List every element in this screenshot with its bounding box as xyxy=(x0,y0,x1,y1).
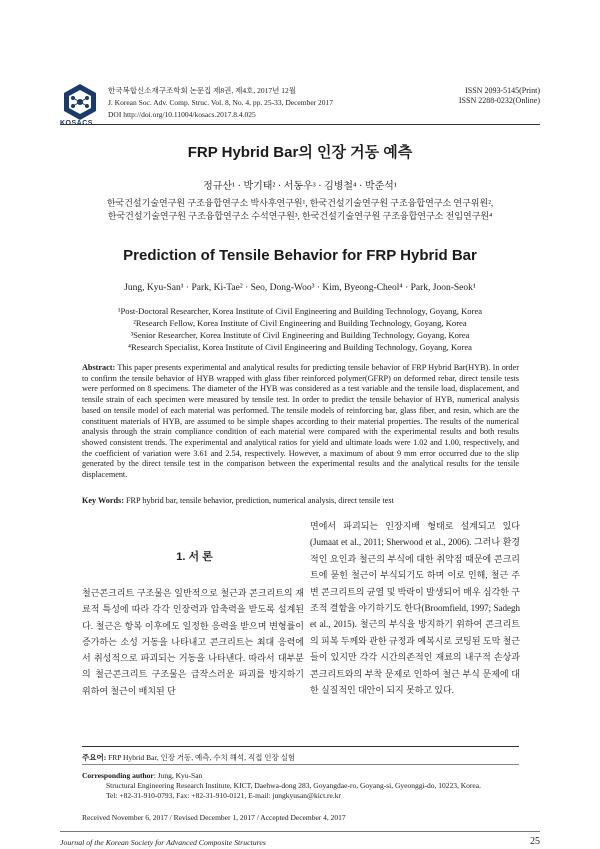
authors-english: Jung, Kyu-San¹ · Park, Ki-Tae² · Seo, Dong-Woo³ · Kim, Byeong-Cheol⁴ · Park, Joon-Seok¹ xyxy=(124,283,476,293)
kosacs-logo-icon xyxy=(60,82,100,122)
affiliation-english-3: ³Senior Researcher, Korea Institute of Civil Engineering and Building Technology, Goyang, Korea xyxy=(130,330,470,340)
affiliation-korean-1: 한국건설기술연구원 구조융합연구소 박사후연구원¹, 한국건설기술연구원 구조융합연구소 연구위원², xyxy=(106,198,494,208)
right-column-text: 면에서 파괴되는 인장지배 형태로 설계되고 있다(Jumaat et al., 2011; Sherwood et al., 2006). 그러나 환경적인 요인과 철근의 부식에 대한 취약점 때문에 콘크리트에 묻힌 철근이 부식되기도 하며 이로 인해, 철근 주변 콘크리트의 균열 및 박락이 발생되어 매우 심각한 구조적 결함을 야기하기도 한다(Broomfield, 1997; Sadegh et al., 2015). 철근의 부식을 방지하기 위하여 콘크리트의 피복 두께와 관한 규정과 예복시로 코팅된 도막 철근들이 있지만 각각 시간의존적인 재료의 내구적 손상과 콘크리트와의 부착 문제로 인하여 철근 부식 문제에 대한 실질적인 대안이 되지 못하고 있다. xyxy=(310,521,520,696)
affiliation-english-4: ⁴Research Specialist, Korea Institute of Civil Engineering and Building Technology, Goyang, Korea xyxy=(128,342,472,352)
title-english: Prediction of Tensile Behavior for FRP Hybrid Bar xyxy=(123,247,477,264)
authors-korean: 정규산¹ · 박기태² · 서동우³ · 김병철⁴ · 박준석¹ xyxy=(203,181,397,192)
title-korean: FRP Hybrid Bar의 인장 거동 예측 xyxy=(187,144,413,161)
abstract xyxy=(82,363,519,481)
keywords-text: FRP hybrid bar, tensile behavior, prediction, numerical analysis, direct tensile test xyxy=(125,496,394,505)
page-number: 25 xyxy=(530,836,540,847)
korean-keywords-label: 주요어: xyxy=(82,753,107,762)
left-column-text: 철근콘크리트 구조물은 일반적으로 철근과 콘크리트의 재료적 특성에 따라 각각 인장력과 압축력을 받도록 설계된다. 철근은 항복 이후에도 일정한 응력을 받으며 변형률이 증가하는 소성 거동을 나타내고 콘크리트는 최대 응력에서 취성적으로 파괴되는 거동을 나타낸다. 따라서 대부분의 철근콘크리트 구조물은 급작스러운 파괴를 방지하기 위하여 철근이 배치된 단 xyxy=(82,588,304,696)
doi-link[interactable]: DOI http://doi.org/10.11004/kosacs.2017.8.4.025 xyxy=(108,110,256,119)
corr-contact[interactable]: Tel: +82-31-910-0793, Fax: +82-31-910-0121, E-mail: jungkyusan@kict.re.kr xyxy=(106,791,342,800)
corr-label: Corresponding author xyxy=(82,771,154,780)
footer-rule xyxy=(60,831,540,832)
abstract-text: This paper presents experimental and analytical results for predicting tensile behavior of FRP Hybrid Bar(HYB). In order to confirm the tensile behavior of HYB wrapped with glass fiber reinforced polymer(GFRP) on deformed rebar, direct tensile tests were performed on 8 specimens. The diameter of the HYB was considered as a test variable and the tensile load, displacement, and tensile strain of each specimen were measured by tensile test. In order to predict the tensile behavior of HYB, numerical analysis based on tensile model of each material was performed. The tensile models of reinforcing bar, glass fiber, and resin, which are the constituent materials of HYB, are assumed to be simple shapes according to their material properties. The results of the numerical analysis through the strain compliance condition of each material were compared with the experimental results and both results showed consistent trends. The experimental and analytical ratios for yield and ultimate loads were 1.02 and 1.00, respectively, and the coefficient of variation were 3.61 and 2.54, respectively. However, a maximum of about 9 mm error occurred due to the slip generated by the direct tensile test in the comparison between the experimental results and the analytical results for the tensile displacement. xyxy=(82,363,519,480)
issn-online: ISSN 2288-0232(Online) xyxy=(458,96,540,105)
journal-english: J. Korean Soc. Adv. Comp. Struc. Vol. 8, No. 4, pp. 25-33, December 2017 xyxy=(108,98,334,107)
issn-print: ISSN 2093-5145(Print) xyxy=(465,86,540,95)
affiliation-english-1: ¹Post-Doctoral Researcher, Korea Institute of Civil Engineering and Building Technology, Goyang, Korea xyxy=(117,306,483,316)
abstract-label: Abstract: xyxy=(82,363,116,372)
header-rule xyxy=(60,124,540,125)
received-dates: Received November 6, 2017 / Revised December 1, 2017 / Accepted December 4, 2017 xyxy=(82,813,346,822)
corresponding-author xyxy=(82,771,519,801)
korean-keywords xyxy=(82,752,519,763)
footer-journal: Journal of the Korean Society for Advanced Composite Structures xyxy=(60,838,266,847)
affiliation-english-2: ²Research Fellow, Korea Institute of Civil Engineering and Building Technology, Goyang, Korea xyxy=(133,318,467,328)
corr-address: Structural Engineering Research Institute, KICT, Daehwa-dong 283, Goyangdae-ro, Goyang-si, Gyeonggi-do, 10223, Korea. xyxy=(106,781,481,790)
keywords xyxy=(82,496,519,505)
keywords-label: Key Words: xyxy=(82,496,124,505)
footnote-rule-2 xyxy=(82,764,519,765)
section-1-title: 1. 서 론 xyxy=(176,551,213,563)
corr-name: : Jung, Kyu-San xyxy=(153,771,203,780)
journal-korean: 한국복합신소재구조학회 논문집 제8권, 제4호, 2017년 12월 xyxy=(108,86,297,95)
korean-keywords-text: FRP Hybrid Bar, 인장 거동, 예측, 수치 해석, 직접 인장 실험 xyxy=(108,753,296,762)
affiliation-korean-2: 한국건설기술연구원 구조융합연구소 수석연구원³, 한국건설기술연구원 구조융합연구소 전임연구원⁴ xyxy=(107,211,493,221)
footnote-rule xyxy=(82,746,519,747)
